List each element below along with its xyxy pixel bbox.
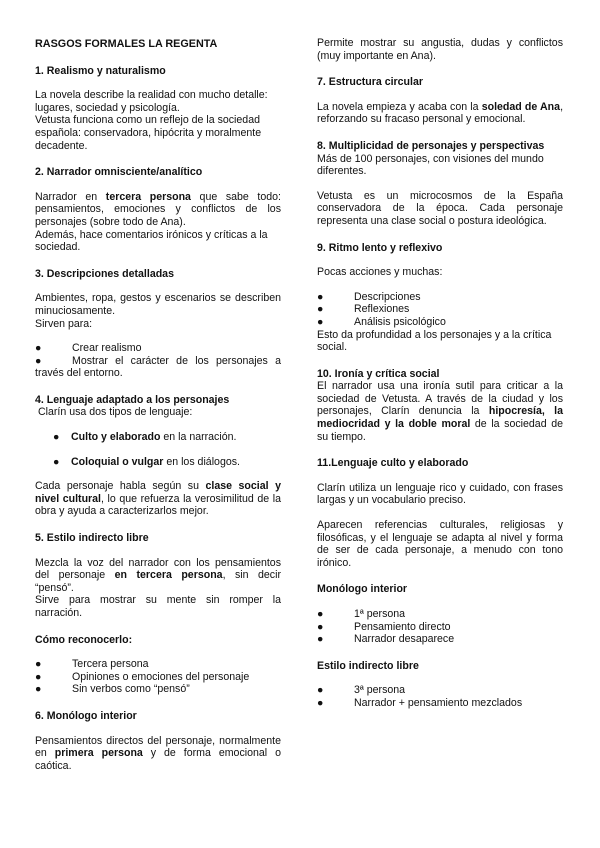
list-item: ● Análisis psicológico bbox=[317, 315, 446, 328]
paragraph: Cada personaje habla según su clase social y nivel cultural, lo que refuerza la verosimilitud de la obra y ayuda a caracterizarlos mejor. bbox=[35, 480, 282, 518]
list-item: ● Opiniones o emociones del personaje bbox=[35, 670, 250, 683]
section-heading: 1. Realismo y naturalismo bbox=[35, 64, 166, 77]
paragraph: Clarín usa dos tipos de lenguaje: bbox=[38, 406, 193, 419]
paragraph: Sirve para mostrar su mente sin romper la narración. bbox=[35, 594, 281, 619]
right-column bbox=[317, 37, 563, 710]
section-heading: 9. Ritmo lento y reflexivo bbox=[317, 241, 443, 254]
section-heading: 11.Lenguaje culto y elaborado bbox=[317, 457, 469, 470]
section-heading: 8. Multiplicidad de personajes y perspectivas bbox=[317, 139, 545, 152]
list-item: ● Coloquial o vulgar en los diálogos. bbox=[53, 455, 240, 468]
paragraph: Aparecen referencias culturales, religiosas y filosóficas, y el lenguaje se adapta al nivel y forma de ser de cada personaje, a menudo con tono irónico. bbox=[317, 519, 563, 569]
list-item: ● 3ª persona bbox=[317, 684, 406, 697]
paragraph: Mezcla la voz del narrador con los pensamientos del personaje en tercera persona, sin decir “pensó”. bbox=[35, 556, 281, 594]
left-column bbox=[35, 38, 281, 772]
paragraph: Además, hace comentarios irónicos y críticas a la sociedad. bbox=[35, 228, 268, 254]
list-item: ● Sin verbos como “pensó” bbox=[35, 683, 190, 696]
paragraph: Vetusta es un microcosmos de la España conservadora de la época. Cada personaje representa una clase social o postura ideológica. bbox=[317, 189, 563, 227]
paragraph: Permite mostrar su angustia, dudas y conflictos (muy importante en Ana). bbox=[317, 37, 563, 62]
section-heading: 4. Lenguaje adaptado a los personajes bbox=[35, 393, 230, 406]
paragraph: Ambientes, ropa, gestos y escenarios se describen minuciosamente. bbox=[35, 292, 281, 317]
subheading: Monólogo interior bbox=[317, 583, 408, 596]
page-title: RASGOS FORMALES LA REGENTA bbox=[35, 38, 218, 50]
list-item: ● 1ª persona bbox=[317, 608, 406, 620]
list-item: ● Crear realismo bbox=[35, 342, 142, 355]
paragraph: Más de 100 personajes, con visiones del mundo diferentes. bbox=[317, 152, 544, 178]
section-heading: 7. Estructura circular bbox=[317, 76, 423, 89]
list-item: ● Tercera persona bbox=[35, 658, 149, 671]
paragraph: Sirven para: bbox=[35, 317, 93, 330]
list-item: ● Narrador + pensamiento mezclados bbox=[317, 696, 523, 709]
paragraph: Esto da profundidad a los personajes y a la crítica social. bbox=[317, 328, 552, 354]
section-heading: 5. Estilo indirecto libre bbox=[35, 532, 149, 545]
paragraph: La novela empieza y acaba con la soledad de Ana, reforzando su fracaso personal y emocional. bbox=[317, 100, 564, 126]
section-heading: 3. Descripciones detalladas bbox=[35, 267, 174, 280]
section-heading: 10. Ironía y crítica social bbox=[317, 367, 440, 380]
paragraph: Pensamientos directos del personaje, normalmente en primera persona y de forma emocional o caótica. bbox=[35, 734, 281, 772]
list-item: ● Narrador desaparece bbox=[317, 633, 455, 646]
section-heading: 2. Narrador omnisciente/analítico bbox=[35, 166, 203, 179]
subheading: Cómo reconocerlo: bbox=[35, 633, 133, 646]
list-item: ● Mostrar el carácter de los personajes a través del entorno. bbox=[35, 354, 281, 380]
paragraph: Vetusta funciona como un reflejo de la sociedad española: conservadora, hipócrita y moralmente decadente. bbox=[35, 114, 262, 152]
paragraph: Pocas acciones y muchas: bbox=[317, 266, 443, 279]
list-item: ● Pensamiento directo bbox=[317, 620, 451, 633]
paragraph: El narrador usa una ironía sutil para criticar a la sociedad de Vetusta. A través de la ciudad y los personajes, Clarín denuncia la hipocresía, la mediocridad y la doble moral de la sociedad de su tiempo. bbox=[317, 380, 564, 443]
paragraph: Clarín utiliza un lenguaje rico y cuidado, con frases largas y un vocabulario preciso. bbox=[317, 481, 563, 507]
paragraph: Narrador en tercera persona que sabe todo: pensamientos, emociones y conflictos de los personajes (sobre todo de Ana). bbox=[35, 190, 281, 228]
section-heading: 6. Monólogo interior bbox=[35, 709, 137, 722]
list-item: ● Descripciones bbox=[317, 290, 421, 303]
subheading: Estilo indirecto libre bbox=[317, 659, 419, 672]
list-item: ● Reflexiones bbox=[317, 303, 410, 316]
list-item: ● Culto y elaborado en la narración. bbox=[53, 431, 237, 444]
paragraph: La novela describe la realidad con mucho detalle: lugares, sociedad y psicología. bbox=[35, 89, 268, 114]
